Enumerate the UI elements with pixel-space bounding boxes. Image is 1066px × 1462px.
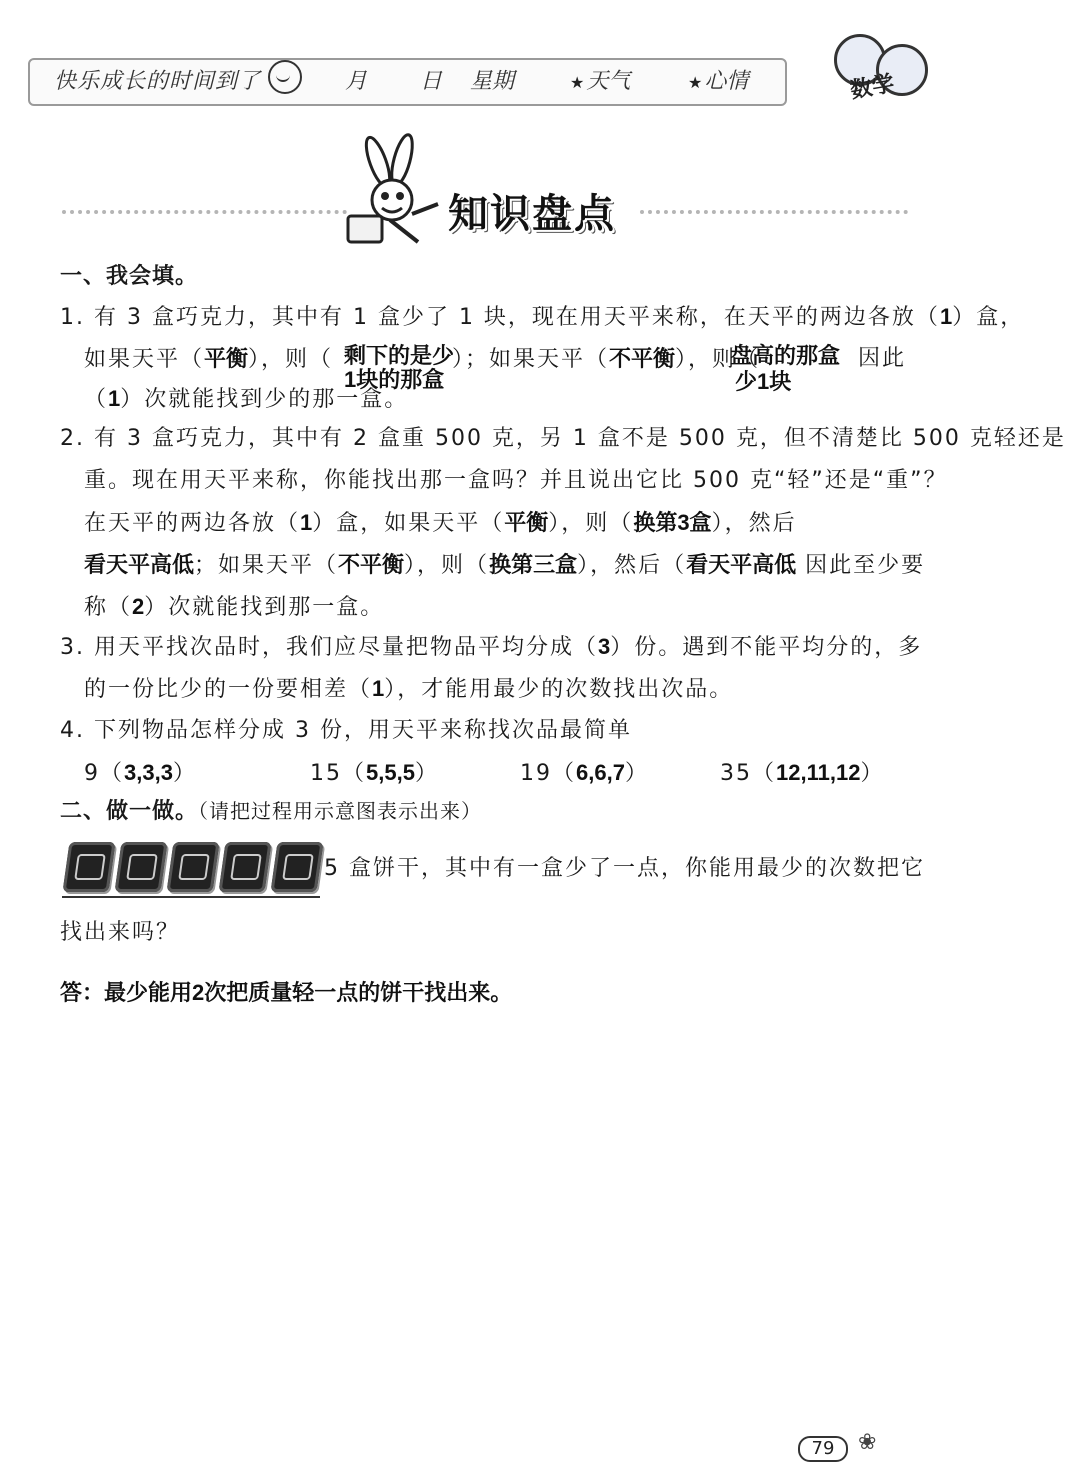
q4-line1: 4. 下列物品怎样分成 3 份，用天平来称找次品最简单 — [60, 718, 632, 743]
mood-field — [688, 64, 748, 95]
q1-answer-unbalanced: 不平衡 — [609, 346, 676, 371]
q1-answer-result-balanced-1: 剩下的是少 — [344, 343, 455, 368]
smiley-doodle-icon — [268, 60, 302, 94]
title-divider-left — [62, 210, 347, 214]
biscuit-boxes-image — [62, 840, 320, 896]
q4-item-3: 19（6,6,7） — [520, 760, 649, 786]
q1-answer-balanced: 平衡 — [204, 346, 249, 371]
section2-answer: 答：最少能用2次把质量轻一点的饼干找出来。 — [60, 980, 513, 1005]
rabbit-mascot-icon — [330, 132, 450, 252]
q2-line3: 在天平的两边各放（1）盒，如果天平（平衡），则（换第3盒），然后 — [84, 510, 797, 536]
q3-line1: 3. 用天平找次品时，我们应尽量把物品平均分成（3）份。遇到不能平均分的，多 — [60, 634, 923, 660]
q2-line5: 称（2）次就能找到那一盒。 — [84, 594, 385, 620]
q1-line2-cont: ）；如果天平（不平衡），则（ — [452, 346, 761, 372]
header-slogan: 快乐成长的时间到了 — [54, 69, 262, 94]
subject-label: 数学 — [848, 71, 897, 104]
weekday-label: 星期 — [470, 69, 515, 94]
section2-heading-row — [60, 796, 482, 827]
q1-line2: 如果天平（平衡），则（ — [84, 346, 334, 372]
q4-item-4: 35（12,11,12） — [720, 760, 885, 786]
q1-answer-result-balanced-2: 1块的那盒 — [344, 367, 445, 392]
section2-question-line2: 找出来吗？ — [60, 920, 181, 945]
section-title: 知识盘点 — [448, 191, 616, 237]
biscuit-box-icon — [62, 842, 115, 892]
title-divider-right — [640, 210, 908, 214]
q4-item-1: 9（3,3,3） — [84, 760, 197, 786]
section2-heading-note: （请把过程用示意图表示出来） — [198, 799, 483, 823]
page-number: 79 — [798, 1436, 848, 1462]
biscuit-box-icon — [114, 842, 167, 892]
q2-line2: 重。现在用天平来称，你能找出那一盒吗？并且说出它比 500 克“轻”还是“重”？ — [84, 468, 948, 493]
biscuit-box-icon — [270, 842, 323, 892]
q3-line2: 的一份比少的一份要相差（1），才能用最少的次数找出次品。 — [84, 676, 734, 702]
q1-answer-result-unbalanced-1: 盘高的那盒 — [730, 343, 841, 368]
section2-heading: 二、做一做。 — [60, 799, 199, 824]
biscuit-box-icon — [166, 842, 219, 892]
q1-answer-times: 1 — [108, 386, 121, 411]
q2-line1: 2. 有 3 盒巧克力，其中有 2 盒重 500 克，另 1 盒不是 500 克，但不清楚比 500 克轻还是 — [60, 426, 1066, 451]
q2-line4: 看天平高低；如果天平（不平衡），则（换第三盒），然后（看天平高低 因此至少要 — [84, 552, 926, 578]
weather-field — [570, 64, 630, 95]
weather-label: 天气 — [586, 69, 631, 94]
q1-line3: （1）次就能找到少的那一盒。 — [84, 386, 409, 412]
q1-line1: 1. 有 3 盒巧克力，其中有 1 盒少了 1 块，现在用天平来称，在天平的两边各放（1）盒， — [60, 304, 1025, 330]
section2-question-line1: 5 盒饼干，其中有一盒少了一点，你能用最少的次数把它 — [324, 856, 925, 881]
star-icon: ★ — [570, 73, 585, 92]
q4-item-2: 15（5,5,5） — [310, 760, 439, 786]
biscuit-box-icon — [218, 842, 271, 892]
section1-heading: 一、我会填。 — [60, 264, 199, 289]
biscuit-underline — [62, 896, 320, 898]
day-label: 日 — [420, 69, 443, 94]
q1-therefore: 因此 — [858, 346, 907, 371]
q1-answer-result-unbalanced-2: 少1块 — [735, 369, 792, 394]
star-icon: ★ — [688, 73, 703, 92]
mood-label: 心情 — [704, 69, 749, 94]
q1-answer-boxes: 1 — [939, 304, 953, 329]
month-label: 月 — [345, 69, 368, 94]
leaf-decoration-icon: ❀ — [858, 1430, 877, 1455]
